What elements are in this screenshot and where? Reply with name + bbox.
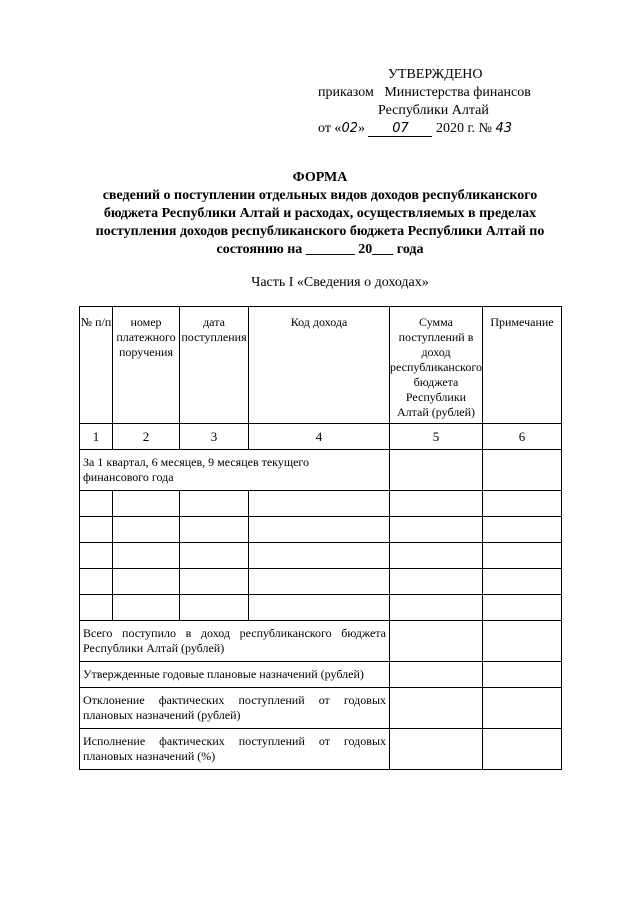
table-cell[interactable] bbox=[390, 569, 483, 595]
table-cell[interactable] bbox=[390, 543, 483, 569]
table-cell[interactable] bbox=[180, 543, 249, 569]
date-year: 2020 г. № bbox=[435, 121, 493, 136]
table-cell[interactable] bbox=[180, 569, 249, 595]
income-table bbox=[79, 306, 562, 770]
table-row bbox=[80, 569, 562, 595]
table-cell[interactable] bbox=[249, 491, 390, 517]
table-cell[interactable] bbox=[483, 662, 562, 688]
table-cell[interactable] bbox=[180, 517, 249, 543]
part-title: Часть I «Сведения о доходах» bbox=[251, 275, 429, 290]
table-cell[interactable] bbox=[113, 543, 180, 569]
table-cell[interactable] bbox=[249, 569, 390, 595]
column-number: 5 bbox=[390, 424, 483, 450]
summary-row bbox=[80, 688, 562, 729]
approval-order: приказом Министерства финансов bbox=[318, 85, 531, 100]
header-cell: дата поступления bbox=[180, 307, 249, 424]
table-cell[interactable] bbox=[483, 621, 562, 662]
header-cell: номер платежного поручения bbox=[113, 307, 180, 424]
form-subtitle: сведений о поступлении отдельных видов доходов республиканского бюджета Республики Алтай и расходах, осуществляемых в пределах поступления доходов республиканского бюджета Республики Алтай по состоянию на _______ 20___ года bbox=[95, 188, 545, 257]
date-day: 02 bbox=[341, 121, 358, 136]
header-cell: Примечание bbox=[483, 307, 562, 424]
table-cell[interactable] bbox=[113, 491, 180, 517]
column-number: 1 bbox=[80, 424, 113, 450]
table-cell[interactable] bbox=[80, 491, 113, 517]
table-cell[interactable] bbox=[113, 595, 180, 621]
table-cell[interactable] bbox=[483, 595, 562, 621]
table-cell[interactable] bbox=[249, 595, 390, 621]
summary-row bbox=[80, 662, 562, 688]
order-number: 43 bbox=[495, 121, 513, 136]
table-row bbox=[80, 543, 562, 569]
table-cell[interactable] bbox=[390, 621, 483, 662]
table-cell[interactable] bbox=[113, 569, 180, 595]
approval-stamp bbox=[318, 66, 618, 138]
summary-row bbox=[80, 729, 562, 770]
table-cell[interactable] bbox=[390, 688, 483, 729]
table-cell[interactable] bbox=[483, 569, 562, 595]
table-cell[interactable] bbox=[390, 491, 483, 517]
column-number: 6 bbox=[483, 424, 562, 450]
date-mid: » bbox=[357, 121, 365, 136]
table-cell[interactable] bbox=[390, 729, 483, 770]
table-cell[interactable] bbox=[249, 543, 390, 569]
date-month: 07 bbox=[368, 122, 432, 137]
approval-title: УТВЕРЖДЕНО bbox=[388, 67, 483, 82]
table-cell[interactable] bbox=[483, 517, 562, 543]
table-cell[interactable] bbox=[483, 450, 562, 491]
date-prefix: от « bbox=[318, 121, 342, 136]
table-row bbox=[80, 595, 562, 621]
table-cell[interactable] bbox=[180, 491, 249, 517]
column-number: 2 bbox=[113, 424, 180, 450]
table-cell[interactable] bbox=[390, 662, 483, 688]
summary-label: Всего поступило в доход республиканского бюджета Республики Алтай (рублей) bbox=[80, 621, 390, 662]
summary-row bbox=[80, 621, 562, 662]
table-cell[interactable] bbox=[80, 595, 113, 621]
table-cell[interactable] bbox=[390, 595, 483, 621]
table-cell[interactable] bbox=[483, 688, 562, 729]
table-cell[interactable] bbox=[483, 729, 562, 770]
table-cell[interactable] bbox=[113, 517, 180, 543]
summary-label: Утвержденные годовые плановые назначений (рублей) bbox=[80, 662, 390, 688]
column-number: 4 bbox=[249, 424, 390, 450]
table-cell[interactable] bbox=[80, 569, 113, 595]
table-header-row bbox=[80, 307, 562, 424]
period-label: За 1 квартал, 6 месяцев, 9 месяцев текущего финансового года bbox=[80, 450, 390, 491]
approval-region: Республики Алтай bbox=[378, 103, 489, 118]
table-cell[interactable] bbox=[80, 543, 113, 569]
table-cell[interactable] bbox=[390, 450, 483, 491]
header-cell: Код дохода bbox=[249, 307, 390, 424]
table-row bbox=[80, 517, 562, 543]
summary-label: Отклонение фактических поступлений от годовых плановых назначений (рублей) bbox=[80, 688, 390, 729]
period-row bbox=[80, 450, 562, 491]
column-number-row bbox=[80, 424, 562, 450]
table-row bbox=[80, 491, 562, 517]
approval-date-line bbox=[318, 120, 618, 138]
table-cell[interactable] bbox=[80, 517, 113, 543]
table-cell[interactable] bbox=[390, 517, 483, 543]
table-cell[interactable] bbox=[483, 491, 562, 517]
form-title: ФОРМА bbox=[292, 170, 348, 185]
column-number: 3 bbox=[180, 424, 249, 450]
table-cell[interactable] bbox=[249, 517, 390, 543]
table-cell[interactable] bbox=[180, 595, 249, 621]
header-cell: Сумма поступлений в доход республиканского бюджета Республики Алтай (рублей) bbox=[390, 307, 483, 424]
summary-label: Исполнение фактических поступлений от годовых плановых назначений (%) bbox=[80, 729, 390, 770]
header-cell: № п/п bbox=[80, 307, 113, 424]
table-cell[interactable] bbox=[483, 543, 562, 569]
